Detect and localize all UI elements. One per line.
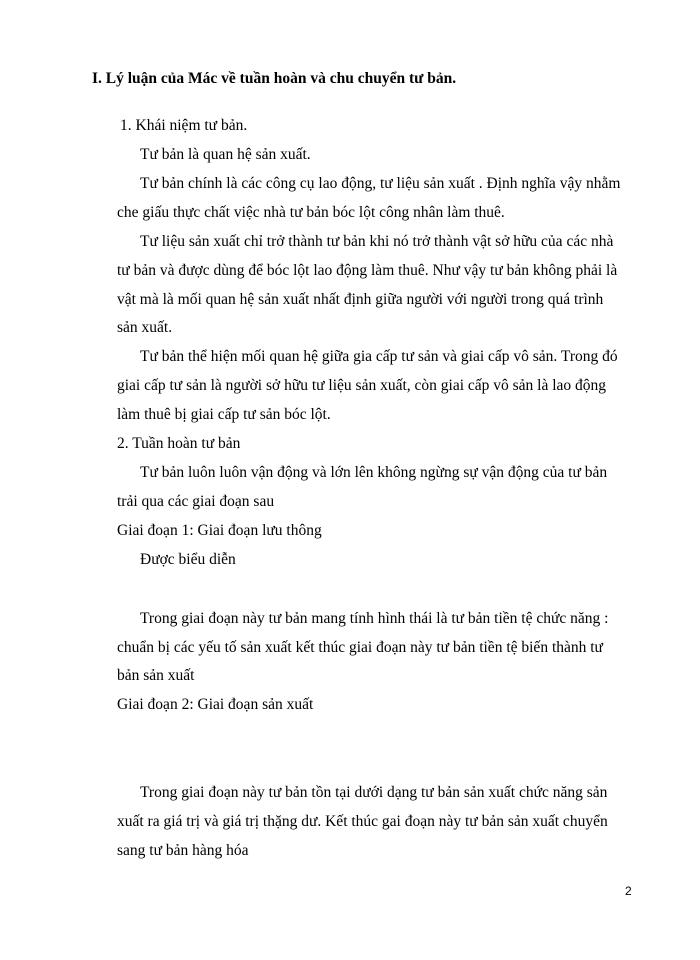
paragraph-line: Tư bản luôn luôn vận động và lớn lên không ngừng sự vận động của tư bản: [140, 464, 608, 481]
paragraph-line: Tư liệu sản xuất chỉ trở thành tư bản khi nó trở thành vật sở hữu của các nhà: [140, 233, 614, 250]
paragraph-line: Trong giai đoạn này tư bản mang tính hình thái là tư bản tiền tệ chức năng :: [140, 610, 609, 627]
paragraph-line: sang tư bản hàng hóa: [117, 842, 249, 859]
paragraph-line: xuất ra giá trị và giá trị thặng dư. Kết thúc gai đoạn này tư bản sản xuất chuyển: [117, 813, 608, 830]
subsection-title-2: 2. Tuần hoàn tư bản: [117, 435, 241, 452]
stage-label-2: Giai đoạn 2: Giai đoạn sản xuất: [117, 696, 314, 713]
paragraph-line: bản sản xuất: [117, 667, 195, 684]
stage-label-1: Giai đoạn 1: Giai đoạn lưu thông: [117, 522, 322, 539]
paragraph-line: Được biểu diễn: [140, 551, 236, 568]
paragraph-line: giai cấp tư sản là người sở hữu tư liệu sản xuất, còn giai cấp vô sản là lao động: [117, 377, 607, 394]
subsection-title-1: 1. Khái niệm tư bản.: [120, 117, 248, 134]
paragraph-line: trải qua các giai đoạn sau: [117, 493, 275, 510]
paragraph-line: sản xuất.: [117, 319, 173, 336]
page-number: 2: [625, 884, 632, 898]
paragraph-line: chuẩn bị các yếu tố sản xuất kết thúc giai đoạn này tư bản tiền tệ biến thành tư: [117, 639, 603, 656]
paragraph-line: Tư bản chính là các công cụ lao động, tư liệu sản xuất . Định nghĩa vậy nhằm: [140, 175, 621, 192]
paragraph-line: vật mà là mối quan hệ sản xuất nhất định giữa người với người trong quá trình: [117, 291, 604, 308]
paragraph-line: Tư bản là quan hệ sản xuất.: [140, 146, 311, 163]
paragraph-line: tư bản và được dùng để bóc lột lao động làm thuê. Như vậy tư bản không phải là: [117, 262, 618, 279]
paragraph-line: Tư bản thể hiện mối quan hệ giữa gia cấp tư sản và giai cấp vô sản. Trong đó: [140, 348, 618, 365]
paragraph-line: che giấu thực chất việc nhà tư bản bóc lột công nhân làm thuê.: [117, 204, 505, 221]
section-heading: I. Lý luận của Mác về tuần hoàn và chu chuyển tư bản.: [92, 70, 457, 87]
paragraph-line: làm thuê bị giai cấp tư sản bóc lột.: [117, 406, 331, 423]
paragraph-line: Trong giai đoạn này tư bản tồn tại dưới dạng tư bản sản xuất chức năng sản: [140, 784, 608, 801]
